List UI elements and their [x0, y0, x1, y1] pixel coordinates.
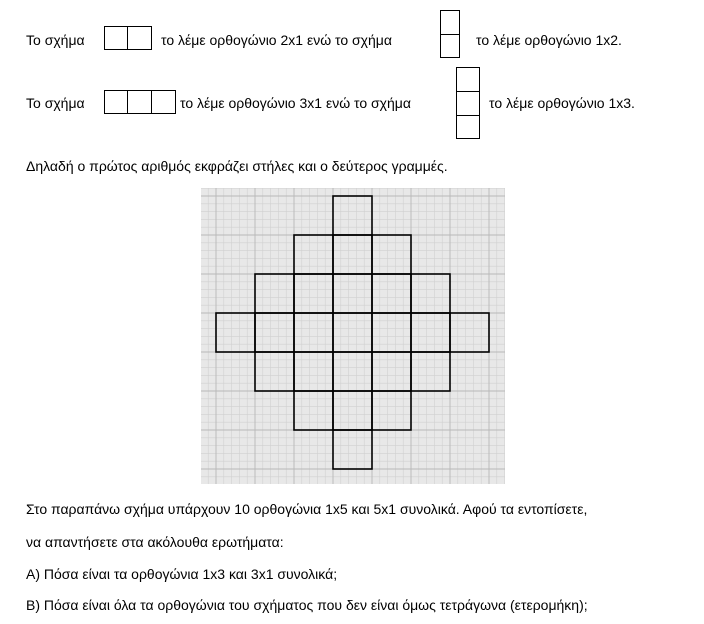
- grid-background: [201, 188, 505, 484]
- explanation-text: Δηλαδή ο πρώτος αριθμός εκφράζει στήλες και ο δεύτερος γραμμές.: [26, 158, 448, 174]
- paragraph-line-2: να απαντήσετε στα ακόλουθα ερωτήματα:: [26, 534, 284, 550]
- question-b: Β) Πόσα είναι όλα τα ορθογώνια του σχήματος που δεν είναι όμως τετράγωνα (ετερομήκη);: [26, 597, 588, 613]
- line1-text-middle: το λέμε ορθογώνιο 2x1 ενώ το σχήμα: [161, 32, 392, 48]
- line2-text-middle: το λέμε ορθογώνιο 3x1 ενώ το σχήμα: [180, 95, 411, 111]
- question-a: Α) Πόσα είναι τα ορθογώνια 1x3 και 3x1 συνολικά;: [26, 566, 338, 582]
- paragraph-line-1: Στο παραπάνω σχήμα υπάρχουν 10 ορθογώνια 1x5 και 5x1 συνολικά. Αφού τα εντοπίσετε,: [26, 501, 588, 517]
- line1-text-end: το λέμε ορθογώνιο 1x2.: [476, 32, 622, 48]
- diamond-grid-figure: [201, 188, 505, 484]
- line1-text-start: Το σχήμα: [26, 32, 85, 48]
- line2-text-start: Το σχήμα: [26, 95, 85, 111]
- line2-text-end: το λέμε ορθογώνιο 1x3.: [489, 95, 635, 111]
